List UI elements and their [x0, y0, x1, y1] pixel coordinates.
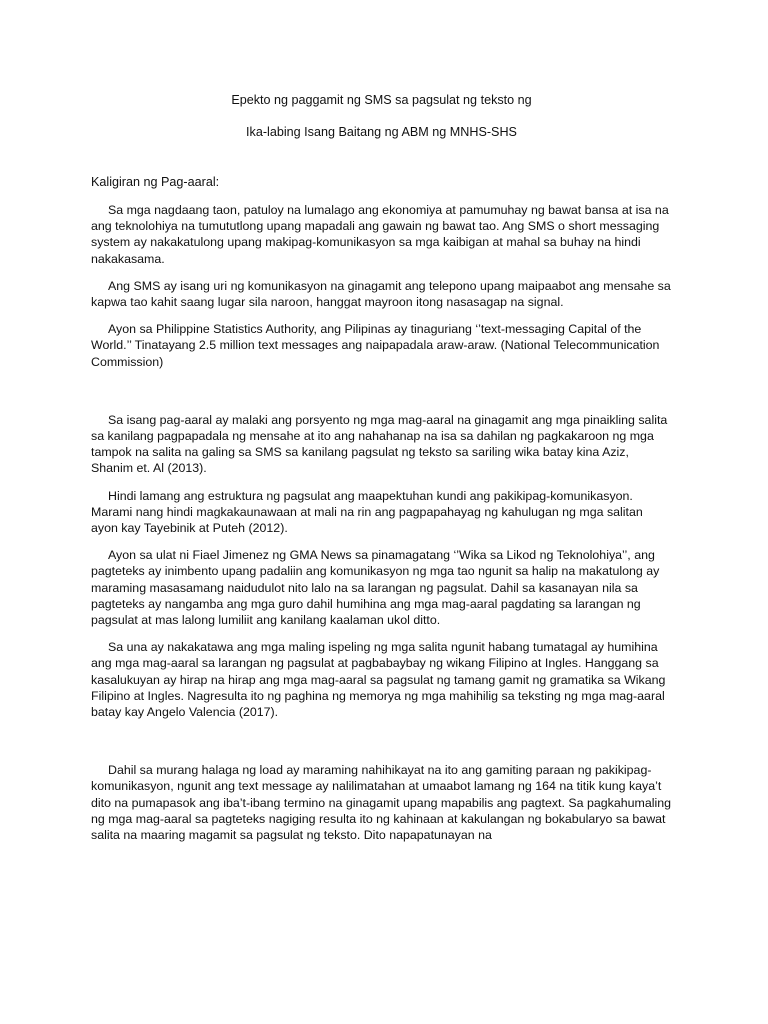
- paragraph: Dahil sa murang halaga ng load ay maraming nahihikayat na ito ang gamiting paraan ng pakikipag-komunikasyon, ngunit ang text message ay nalilimatahan at umaabot lamang ng 164 na titik kung kaya’t dito na pumapasok ang iba’t-ibang termino na ginagamit upang mapabilis ang pagtext. Sa pagkahumaling ng mga mag-aaral sa pagteteks nagiging resulta ito ng kahinaan at kakulangan ng bokabularyo sa bawat salita na maaring magamit sa pagsulat ng teksto. Dito napapatunayan na: [91, 763, 671, 843]
- paragraph: Sa isang pag-aaral ay malaki ang porsyento ng mga mag-aaral na ginagamit ang mga pinaikling salita sa kanilang pagpapadala ng mensahe at ito ang nahahanap na isa sa dahilan ng pagkakaroon ng mga tampok na salita na galing sa SMS sa kanilang pagsulat ng teksto sa sariling wika batay kina Aziz, Shanim et. Al (2013).: [91, 412, 668, 476]
- paragraph: Ang SMS ay isang uri ng komunikasyon na ginagamit ang telepono upang maipaabot ang mensahe sa kapwa tao kahit saang lugar sila naroon, hanggat mayroon itong nasasagap na signal.: [91, 278, 671, 310]
- document-title-line-2: Ika-labing Isang Baitang ng ABM ng MNHS-SHS: [246, 125, 517, 139]
- paragraph: Ayon sa ulat ni Fiael Jimenez ng GMA News sa pinamagatang ‘’Wika sa Likod ng Teknolohiya’’, ang pagteteks ay inimbento upang padaliin ang komunikasyon ng mga tao ngunit sa halip na makatulong ay maraming masasamang naidudulot nito lalo na sa larangan ng pagsulat. Dahil sa kasanayan nila sa pagteteks ay nangamba ang mga guro dahil humihina ang mga mag-aaral pagdating sa larangan ng pagsulat at mas lalong lumiliit ang kanilang kaalaman ukol ditto.: [91, 548, 660, 628]
- paragraph: Hindi lamang ang estruktura ng pagsulat ang maapektuhan kundi ang pakikipag-komunikasyon. Marami nang hindi magkakaunawaan at mali na rin ang pagpapahayag ng kahulugan ng mga salitan ayon kay Tayebinik at Puteh (2012).: [91, 488, 643, 536]
- document-title-line-1: Epekto ng paggamit ng SMS sa pagsulat ng teksto ng: [231, 93, 532, 107]
- section-heading: Kaligiran ng Pag-aaral:: [91, 175, 220, 189]
- paragraph: Ayon sa Philippine Statistics Authority, ang Pilipinas ay tinaguriang ‘’text-messaging Capital of the World.’’ Tinatayang 2.5 million text messages ang naipapadala araw-araw. (National Telecommunication Commission): [91, 322, 660, 369]
- paragraph: Sa mga nagdaang taon, patuloy na lumalago ang ekonomiya at pamumuhay ng bawat bansa at isa na ang teknolohiya na tumututlong upang mapadali ang gawain ng bawat tao. Ang SMS o short messaging system ay nakakatulong upang makipag-komunikasyon sa mga kaibigan at mahal sa buhay na hindi nakakasama.: [91, 203, 669, 266]
- paragraph: Sa una ay nakakatawa ang mga maling ispeling ng mga salita ngunit habang tumatagal ay humihina ang mga mag-aaral sa larangan ng pagsulat at pagbabaybay ng wikang Filipino at Ingles. Hanggang sa kasalukuyan ay hirap na hirap ang mga mag-aaral sa pagsulat ng tamang gamit ng gramatika sa Wikang Filipino at Ingles. Nagresulta ito ng paghina ng memorya ng mga mahihilig sa teksting ng mga mag-aaral batay kay Angelo Valencia (2017).: [91, 640, 666, 720]
